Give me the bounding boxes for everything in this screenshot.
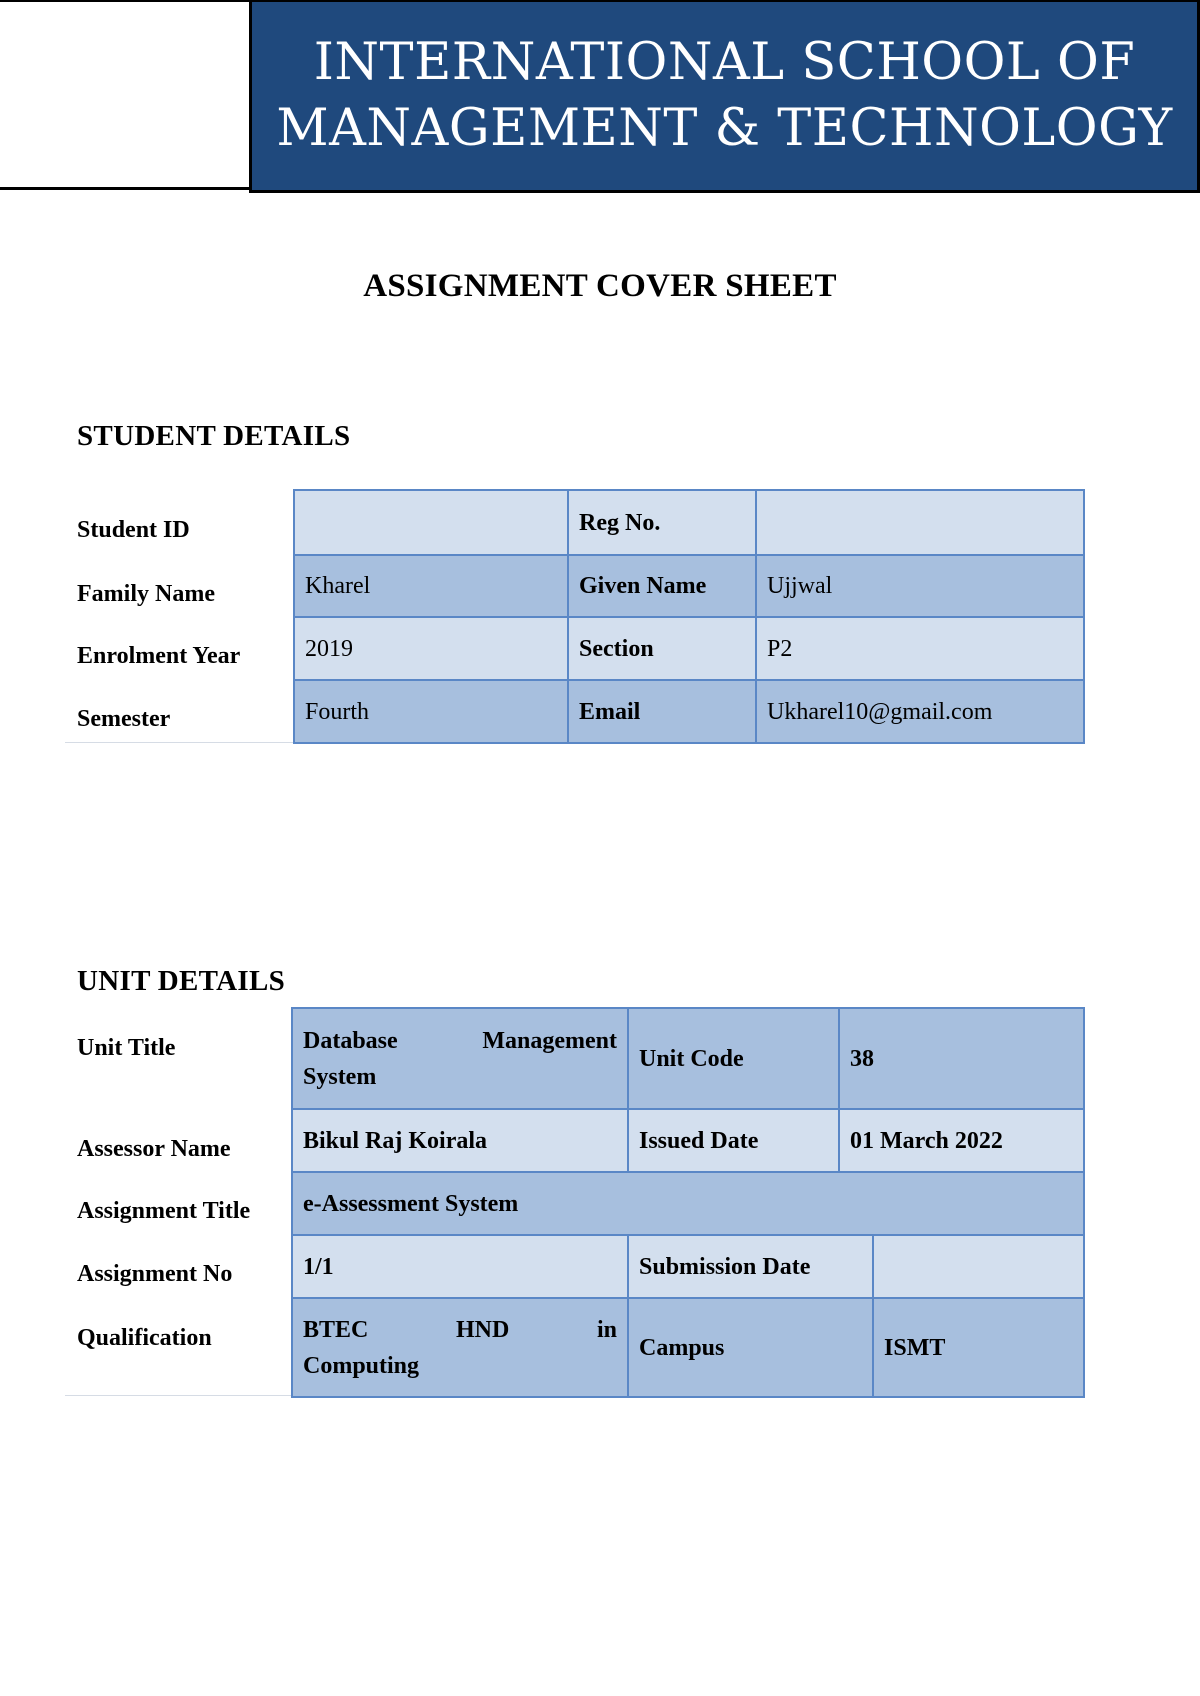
assignment-no-value: 1/1 <box>292 1235 628 1298</box>
unit-code-label: Unit Code <box>628 1008 839 1109</box>
student-details-heading: STUDENT DETAILS <box>77 420 351 452</box>
assessor-name-value: Bikul Raj Koirala <box>292 1109 628 1172</box>
label-unit-title: Unit Title <box>77 1035 176 1061</box>
student-id-value <box>294 490 568 555</box>
semester-value: Fourth <box>294 680 568 743</box>
school-banner <box>249 0 1200 193</box>
unit-table-rule <box>65 1395 293 1396</box>
table-row <box>292 1235 1084 1298</box>
table-row <box>292 1109 1084 1172</box>
unit-title-value: Database Management System <box>292 1008 628 1109</box>
qualification-value: BTEC HND in Computing <box>292 1298 628 1397</box>
label-assignment-title: Assignment Title <box>77 1198 251 1224</box>
campus-label: Campus <box>628 1298 873 1397</box>
issued-date-label: Issued Date <box>628 1109 839 1172</box>
unit-details-heading: UNIT DETAILS <box>77 965 286 997</box>
page-header <box>0 0 1200 193</box>
label-qualification: Qualification <box>77 1325 212 1351</box>
label-semester: Semester <box>77 706 171 732</box>
given-name-value: Ujjwal <box>756 555 1084 617</box>
table-row <box>294 617 1084 680</box>
table-row <box>294 490 1084 555</box>
student-details-table <box>293 489 1085 744</box>
label-assignment-no: Assignment No <box>77 1261 233 1287</box>
submission-date-value <box>873 1235 1084 1298</box>
document-title: ASSIGNMENT COVER SHEET <box>363 268 837 304</box>
student-table-rule <box>65 742 295 743</box>
school-name-line-1: INTERNATIONAL SCHOOL OF <box>313 33 1136 92</box>
label-family-name: Family Name <box>77 581 215 607</box>
logo-placeholder <box>0 0 249 190</box>
label-assessor-name: Assessor Name <box>77 1136 231 1162</box>
table-row <box>294 555 1084 617</box>
reg-no-label: Reg No. <box>568 490 756 555</box>
label-student-id: Student ID <box>77 517 190 543</box>
table-row <box>292 1172 1084 1235</box>
section-label: Section <box>568 617 756 680</box>
table-row <box>292 1008 1084 1109</box>
reg-no-value <box>756 490 1084 555</box>
table-row <box>294 680 1084 743</box>
school-name-line-2: MANAGEMENT & TECHNOLOGY <box>276 99 1173 158</box>
issued-date-value: 01 March 2022 <box>839 1109 1084 1172</box>
table-row <box>292 1298 1084 1397</box>
family-name-value: Kharel <box>294 555 568 617</box>
submission-date-label: Submission Date <box>628 1235 873 1298</box>
given-name-label: Given Name <box>568 555 756 617</box>
unit-code-value: 38 <box>839 1008 1084 1109</box>
unit-details-table <box>291 1007 1085 1398</box>
assignment-title-value: e-Assessment System <box>292 1172 1084 1235</box>
section-value: P2 <box>756 617 1084 680</box>
email-value: Ukharel10@gmail.com <box>756 680 1084 743</box>
email-label: Email <box>568 680 756 743</box>
label-enrolment-year: Enrolment Year <box>77 643 241 669</box>
campus-value: ISMT <box>873 1298 1084 1397</box>
enrolment-year-value: 2019 <box>294 617 568 680</box>
